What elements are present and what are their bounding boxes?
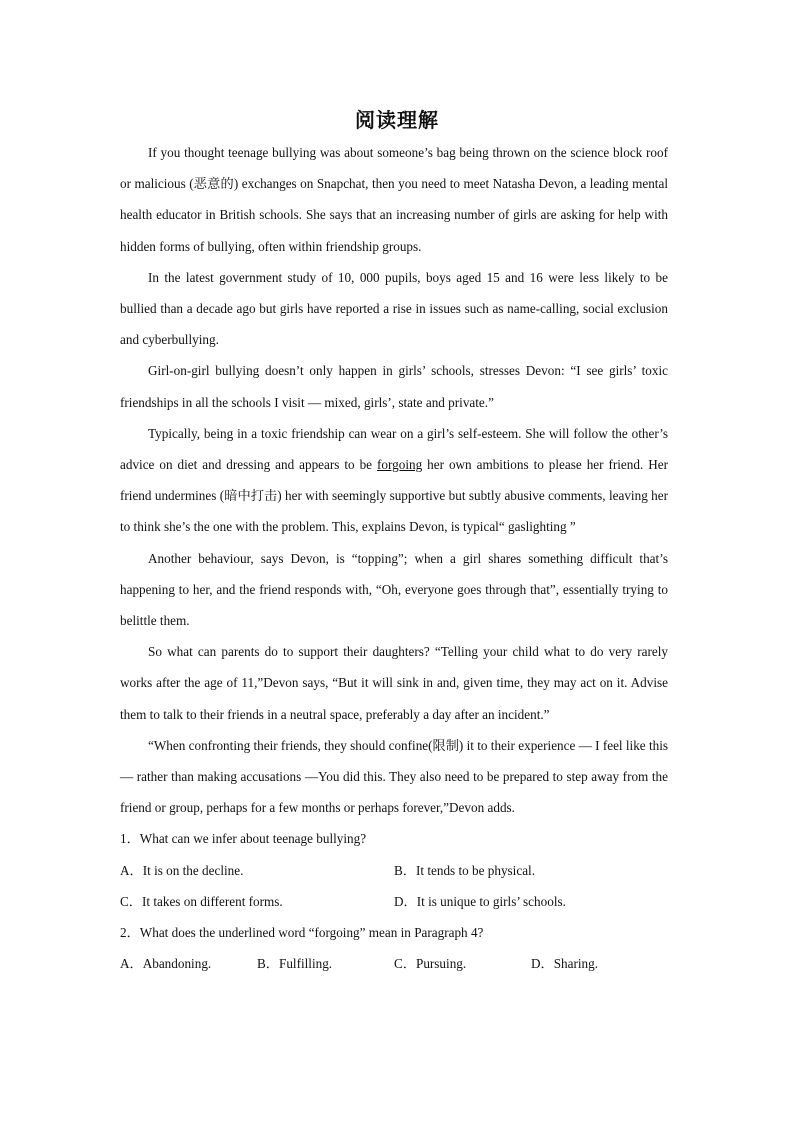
question-2-option-a: A．Abandoning. [120, 956, 212, 972]
question-1-stem: 1．What can we infer about teenage bullying? [120, 831, 367, 847]
passage-paragraph-7: “When confronting their friends, they should confine(限制) it to their experience — I feel like this— rather than making accusations —You did this. They also need to be prepared to step away from the friend or group, perhaps for a few months or perhaps forever,”Devon adds. [120, 737, 669, 816]
passage-paragraph-1: If you thought teenage bullying was about someone’s bag being thrown on the science block roof or malicious (恶意的) exchanges on Snapchat, then you need to meet Natasha Devon, a leading mental health educator in British schools. She says that an increasing number of girls are asking for help with hidden forms of bullying, often within friendship groups. [120, 145, 668, 254]
question-1-options-row-1 [120, 855, 668, 886]
question-1-option-c: C．It takes on different forms. [120, 893, 283, 909]
paragraph-4-after: her own ambitions to please her friend. Her friend undermines (暗中打击) her with seemingly supportive but subtly abusive comments, leaving her to think she’s the one with the problem. This, explains Devon, is typical“ gaslighting ” [120, 457, 668, 535]
passage-paragraph-5: Another behaviour, says Devon, is “topping”; when a girl shares something difficult that’s happening to her, and the friend responds with, “Oh, everyone goes through that”, essentially trying to belittle them. [120, 550, 668, 629]
page-title: 阅读理解 [355, 110, 439, 132]
question-2-options-row [120, 948, 668, 979]
question-2-option-c: C．Pursuing. [394, 956, 467, 972]
document-body [120, 137, 668, 979]
question-2-option-d: D．Sharing. [531, 956, 599, 972]
passage-paragraph-2: In the latest government study of 10, 000 pupils, boys aged 15 and 16 were less likely to be bullied than a decade ago but girls have reported a rise in issues such as name-calling, social exclusion and cyberbullying. [120, 269, 668, 348]
question-1-options-row-2 [120, 886, 668, 917]
passage-paragraph-6: So what can parents do to support their daughters? “Telling your child what to do very rarely works after the age of 11,”Devon says, “But it will sink in and, given time, they may act on it. Advise them to talk to their friends in a neutral space, preferably a day after an incident.” [120, 644, 668, 722]
paragraph-4-before: Typically, being in a toxic friendship can wear on a girl’s self-esteem. She will follow the other’s advice on diet and dressing and appears to be [120, 425, 668, 473]
question-1-option-d: D．It is unique to girls’ schools. [394, 893, 566, 909]
question-1-option-a: A．It is on the decline. [120, 862, 244, 878]
passage-paragraph-4 [120, 418, 668, 543]
question-1-option-b: B．It tends to be physical. [394, 862, 536, 878]
question-2-stem: 2．What does the underlined word “forgoing” mean in Paragraph 4? [120, 925, 484, 941]
underlined-word: forgoing [377, 457, 423, 473]
passage-paragraph-3: Girl-on-girl bullying doesn’t only happen in girls’ schools, stresses Devon: “I see girls’ toxic friendships in all the schools I visit — mixed, girls’, state and private.” [120, 363, 668, 410]
question-2-option-b: B．Fulfilling. [257, 956, 333, 972]
